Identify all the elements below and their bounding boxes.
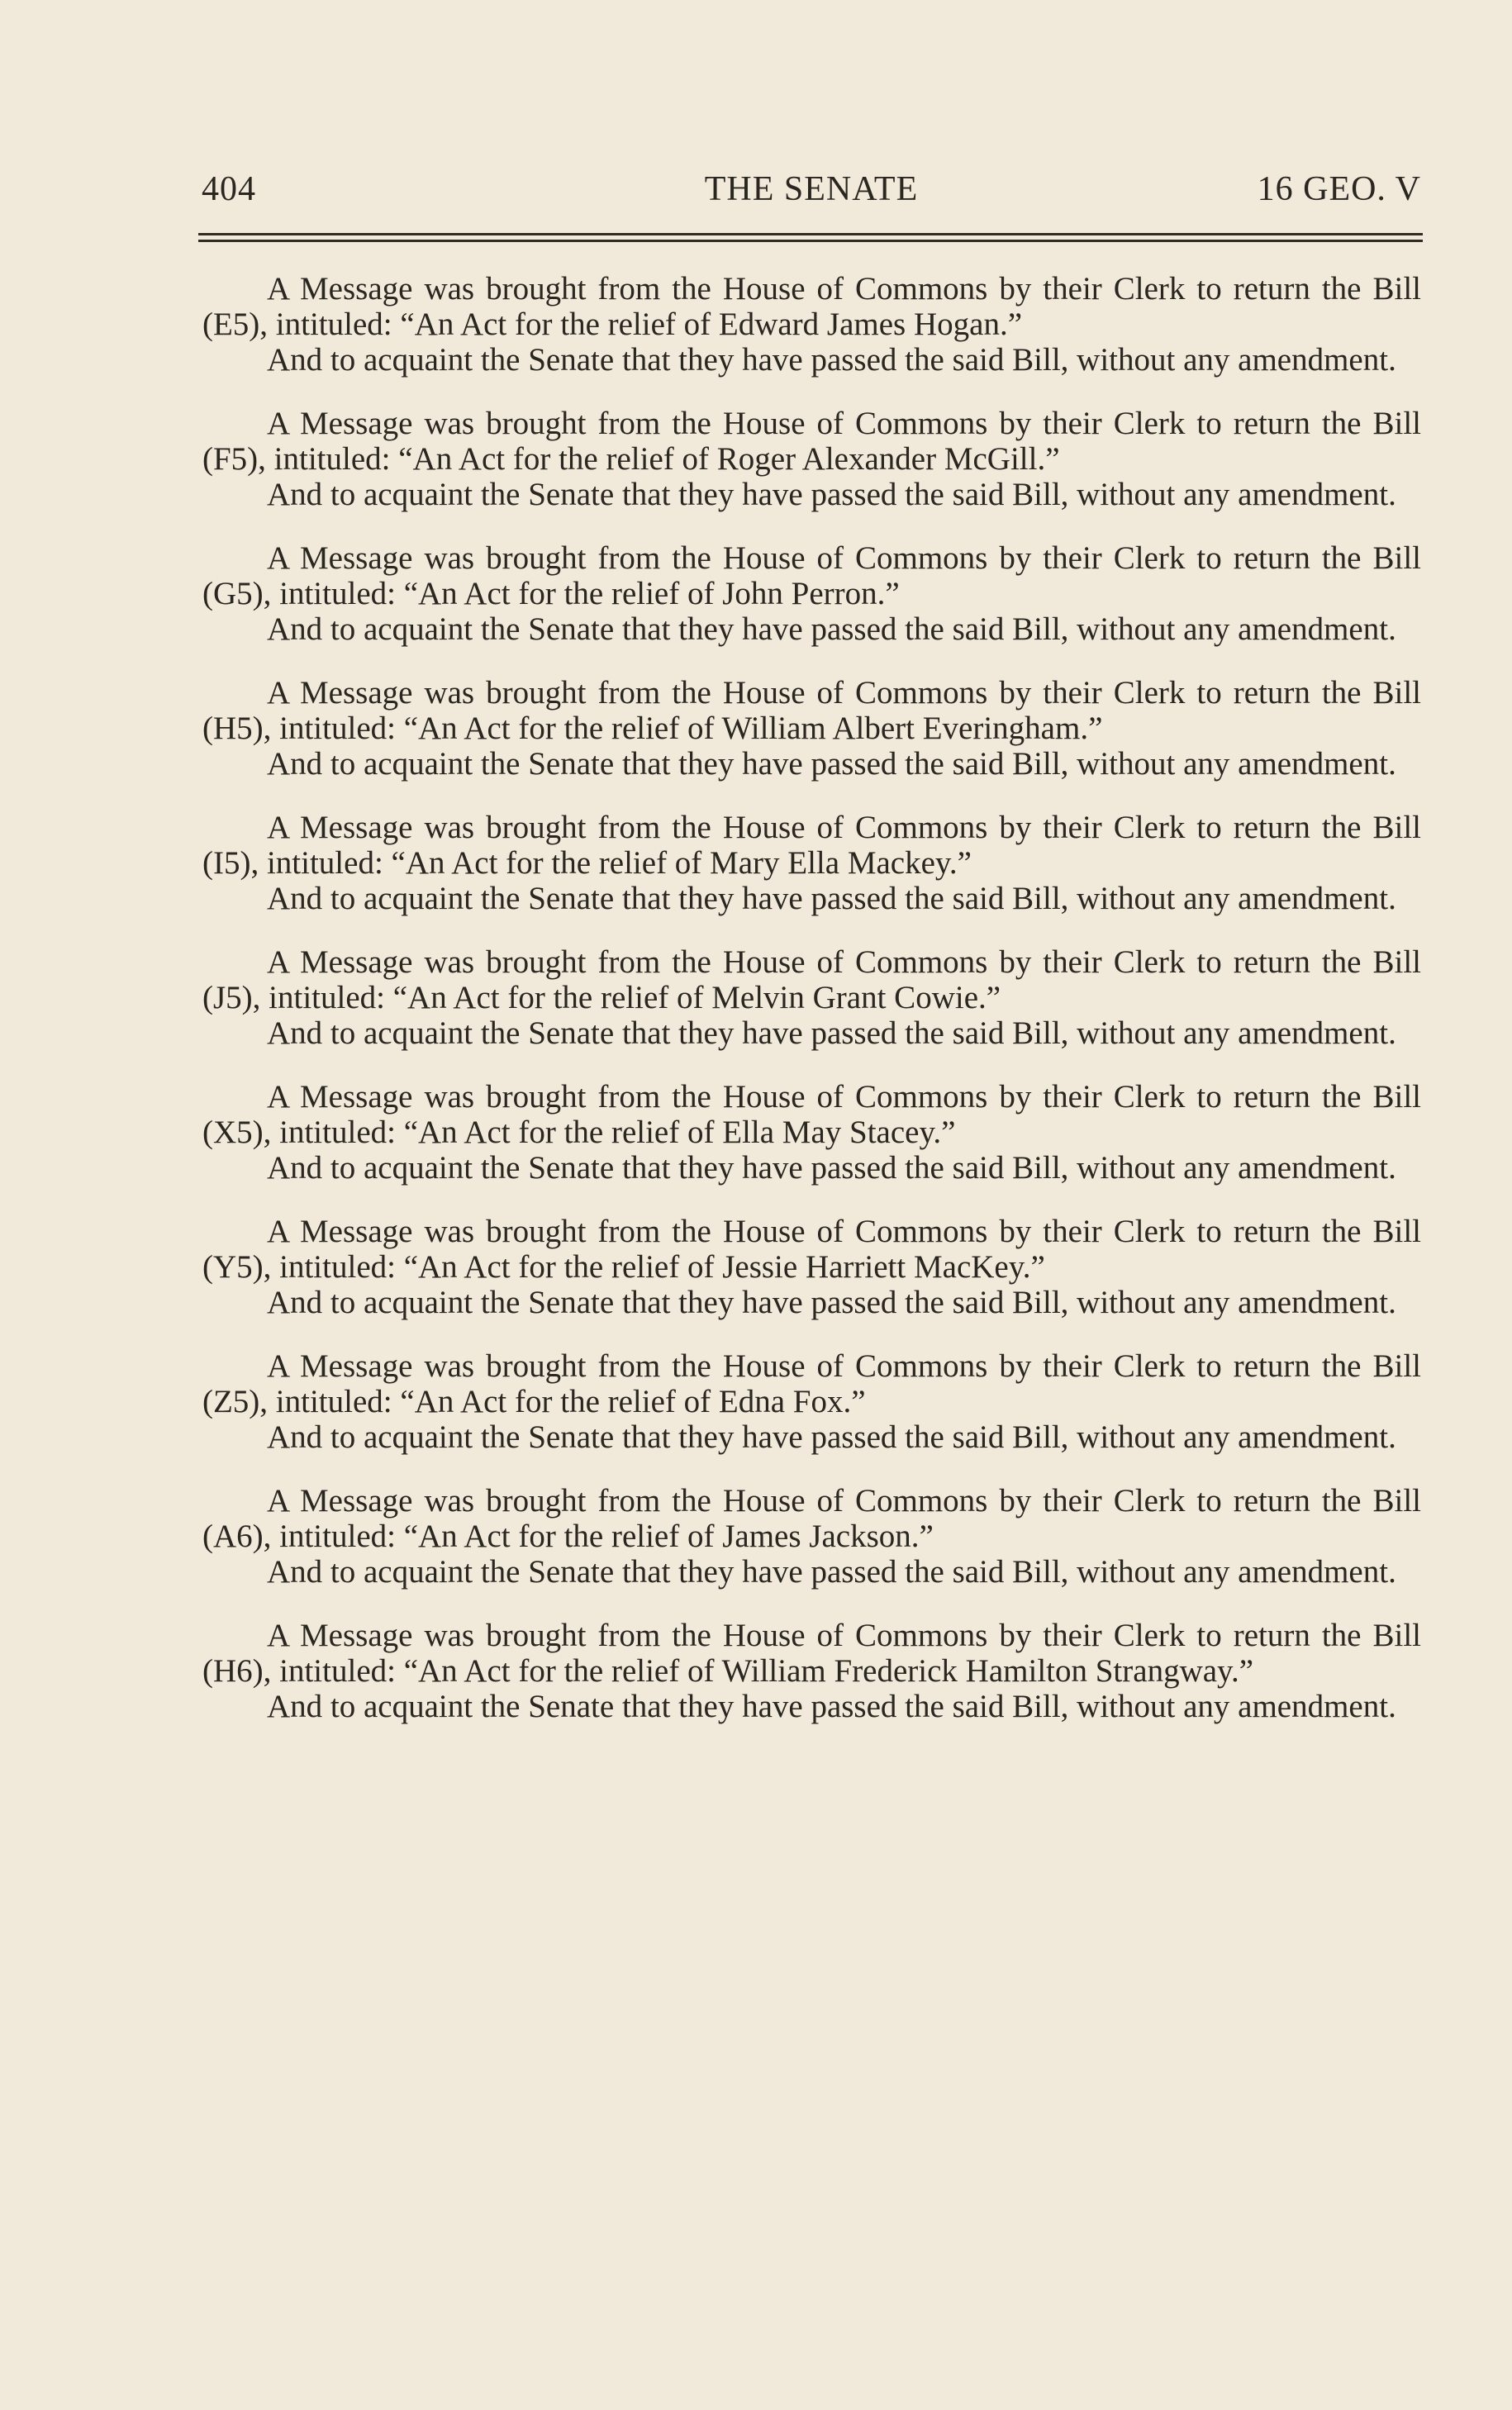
message-paragraph: A Message was brought from the House of Commons by their Clerk to return the Bill (H6), intituled: “An Act for the relief of William Frederick Hamilton Strangway.” (202, 1618, 1421, 1689)
message-entry (202, 271, 1421, 378)
message-entry (202, 540, 1421, 647)
message-entry (202, 1348, 1421, 1455)
message-entry (202, 1618, 1421, 1724)
message-paragraph: A Message was brought from the House of Commons by their Clerk to return the Bill (G5), intituled: “An Act for the relief of John Perron.” (202, 540, 1421, 611)
page-number: 404 (202, 170, 256, 208)
message-entry (202, 1214, 1421, 1320)
acquaint-paragraph: And to acquaint the Senate that they have passed the said Bill, without any amendment. (267, 1689, 1396, 1724)
running-header (202, 169, 1421, 211)
message-paragraph: A Message was brought from the House of Commons by their Clerk to return the Bill (A6), intituled: “An Act for the relief of James Jackson.” (202, 1483, 1421, 1554)
message-paragraph: A Message was brought from the House of Commons by their Clerk to return the Bill (F5), intituled: “An Act for the relief of Roger Alexander McGill.” (202, 406, 1421, 477)
message-paragraph: A Message was brought from the House of Commons by their Clerk to return the Bill (H5), intituled: “An Act for the relief of William Albert Everingham.” (202, 675, 1421, 746)
message-entry (202, 406, 1421, 512)
message-paragraph: A Message was brought from the House of Commons by their Clerk to return the Bill (J5), intituled: “An Act for the relief of Melvin Grant Cowie.” (202, 944, 1421, 1015)
acquaint-paragraph: And to acquaint the Senate that they have passed the said Bill, without any amendment. (267, 611, 1396, 647)
acquaint-paragraph: And to acquaint the Senate that they have passed the said Bill, without any amendment. (267, 1150, 1396, 1186)
header-rule-top (198, 233, 1423, 235)
acquaint-paragraph: And to acquaint the Senate that they have passed the said Bill, without any amendment. (267, 1554, 1396, 1590)
message-entry (202, 810, 1421, 916)
message-paragraph: A Message was brought from the House of Commons by their Clerk to return the Bill (E5), intituled: “An Act for the relief of Edward James Hogan.” (202, 271, 1421, 342)
message-paragraph: A Message was brought from the House of Commons by their Clerk to return the Bill (I5), intituled: “An Act for the relief of Mary Ella Mackey.” (202, 810, 1421, 881)
acquaint-paragraph: And to acquaint the Senate that they have passed the said Bill, without any amendment. (267, 342, 1396, 378)
message-paragraph: A Message was brought from the House of Commons by their Clerk to return the Bill (X5), intituled: “An Act for the relief of Ella May Stacey.” (202, 1079, 1421, 1150)
journal-body (202, 271, 1421, 1752)
session-label: 16 GEO. V (1257, 170, 1421, 208)
acquaint-paragraph: And to acquaint the Senate that they have passed the said Bill, without any amendment. (267, 477, 1396, 512)
message-paragraph: A Message was brought from the House of Commons by their Clerk to return the Bill (Y5), intituled: “An Act for the relief of Jessie Harriett MacKey.” (202, 1214, 1421, 1285)
acquaint-paragraph: And to acquaint the Senate that they have passed the said Bill, without any amendment. (267, 1285, 1396, 1320)
message-entry (202, 1483, 1421, 1590)
acquaint-paragraph: And to acquaint the Senate that they have passed the said Bill, without any amendment. (267, 746, 1396, 782)
message-paragraph: A Message was brought from the House of Commons by their Clerk to return the Bill (Z5), intituled: “An Act for the relief of Edna Fox.” (202, 1348, 1421, 1419)
message-entry (202, 675, 1421, 782)
message-entry (202, 944, 1421, 1051)
message-entry (202, 1079, 1421, 1186)
acquaint-paragraph: And to acquaint the Senate that they have passed the said Bill, without any amendment. (267, 1015, 1396, 1051)
acquaint-paragraph: And to acquaint the Senate that they have passed the said Bill, without any amendment. (267, 1419, 1396, 1455)
page-title: THE SENATE (704, 170, 919, 208)
acquaint-paragraph: And to acquaint the Senate that they have passed the said Bill, without any amendment. (267, 881, 1396, 916)
header-rule-bottom (198, 240, 1423, 242)
